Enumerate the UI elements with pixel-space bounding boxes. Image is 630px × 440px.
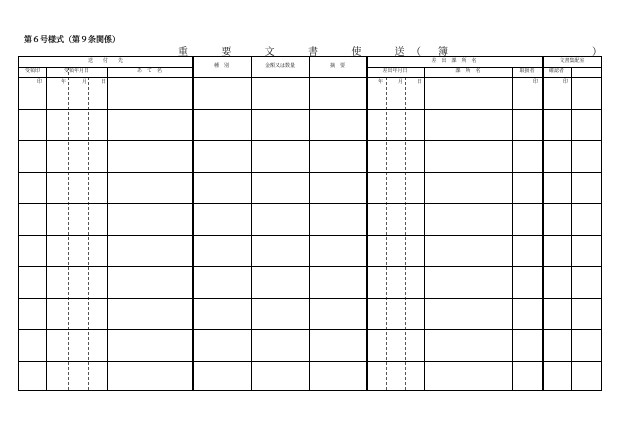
header-line <box>19 77 602 78</box>
row-line <box>19 203 602 204</box>
header-receipt-seal: 受領印 <box>24 68 40 74</box>
header-sent-date: 差出年月日 <box>382 68 408 74</box>
row-line <box>19 329 602 330</box>
header-origin-group: 差 出 課 所 名 <box>431 58 477 64</box>
header-amount: 金額又は数量 <box>264 63 295 69</box>
header-doc-delivery-group: 文書集配室 <box>559 58 585 64</box>
sub-day-mark: 日 <box>417 79 423 85</box>
col-line <box>107 67 108 390</box>
row-line <box>19 140 602 141</box>
col-line-dashed <box>386 77 387 390</box>
sub-year-mark: 年 <box>61 79 67 85</box>
col-line <box>424 67 425 390</box>
ledger-table <box>18 56 602 391</box>
header-category: 種 別 <box>213 63 229 69</box>
row-line <box>19 109 602 110</box>
sub-seal-mark: 印 <box>37 79 43 85</box>
row-line <box>19 266 602 267</box>
col-line <box>309 57 310 390</box>
title-char: 書 <box>307 47 318 58</box>
col-line <box>251 57 252 390</box>
title-char: 重 <box>178 47 188 58</box>
col-line <box>512 67 513 390</box>
title-char: 使 <box>351 47 362 58</box>
sub-seal-mark: 印 <box>533 79 539 85</box>
header-remarks: 摘 要 <box>329 63 345 69</box>
title-char: 要 <box>221 47 232 58</box>
sub-seal-mark: 印 <box>563 79 569 85</box>
header-confirmer: 確認者 <box>548 68 564 74</box>
title-paren-close: ） <box>592 47 602 58</box>
title-char: 送 <box>394 47 405 58</box>
header-handler: 取扱者 <box>519 68 535 74</box>
row-line <box>19 361 602 362</box>
row-line <box>19 172 602 173</box>
header-addressee: あ て 名 <box>136 68 162 74</box>
sub-day-mark: 日 <box>101 79 107 85</box>
col-line-dashed <box>405 77 406 390</box>
title-char: 簿 <box>437 47 448 58</box>
col-line-dashed <box>68 67 69 390</box>
col-line-thick <box>366 57 368 390</box>
col-line <box>571 67 572 390</box>
sub-month-mark: 月 <box>398 79 404 85</box>
sub-year-mark: 年 <box>378 79 384 85</box>
form-label: 第６号様式（第９条関係） <box>24 35 120 44</box>
header-send-group: 送 付 先 <box>87 58 123 64</box>
header-office-name: 課 所 名 <box>455 68 481 74</box>
col-line-thick <box>192 57 194 390</box>
col-line <box>46 67 47 390</box>
row-line <box>19 235 602 236</box>
header-receipt-date: 受領年月日 <box>63 68 89 74</box>
col-line-dashed <box>88 77 89 390</box>
row-line <box>19 298 602 299</box>
title-char: 文 <box>264 47 275 58</box>
title-paren-open: （ <box>411 47 421 58</box>
col-line-thick <box>542 57 544 390</box>
sub-month-mark: 月 <box>82 79 88 85</box>
